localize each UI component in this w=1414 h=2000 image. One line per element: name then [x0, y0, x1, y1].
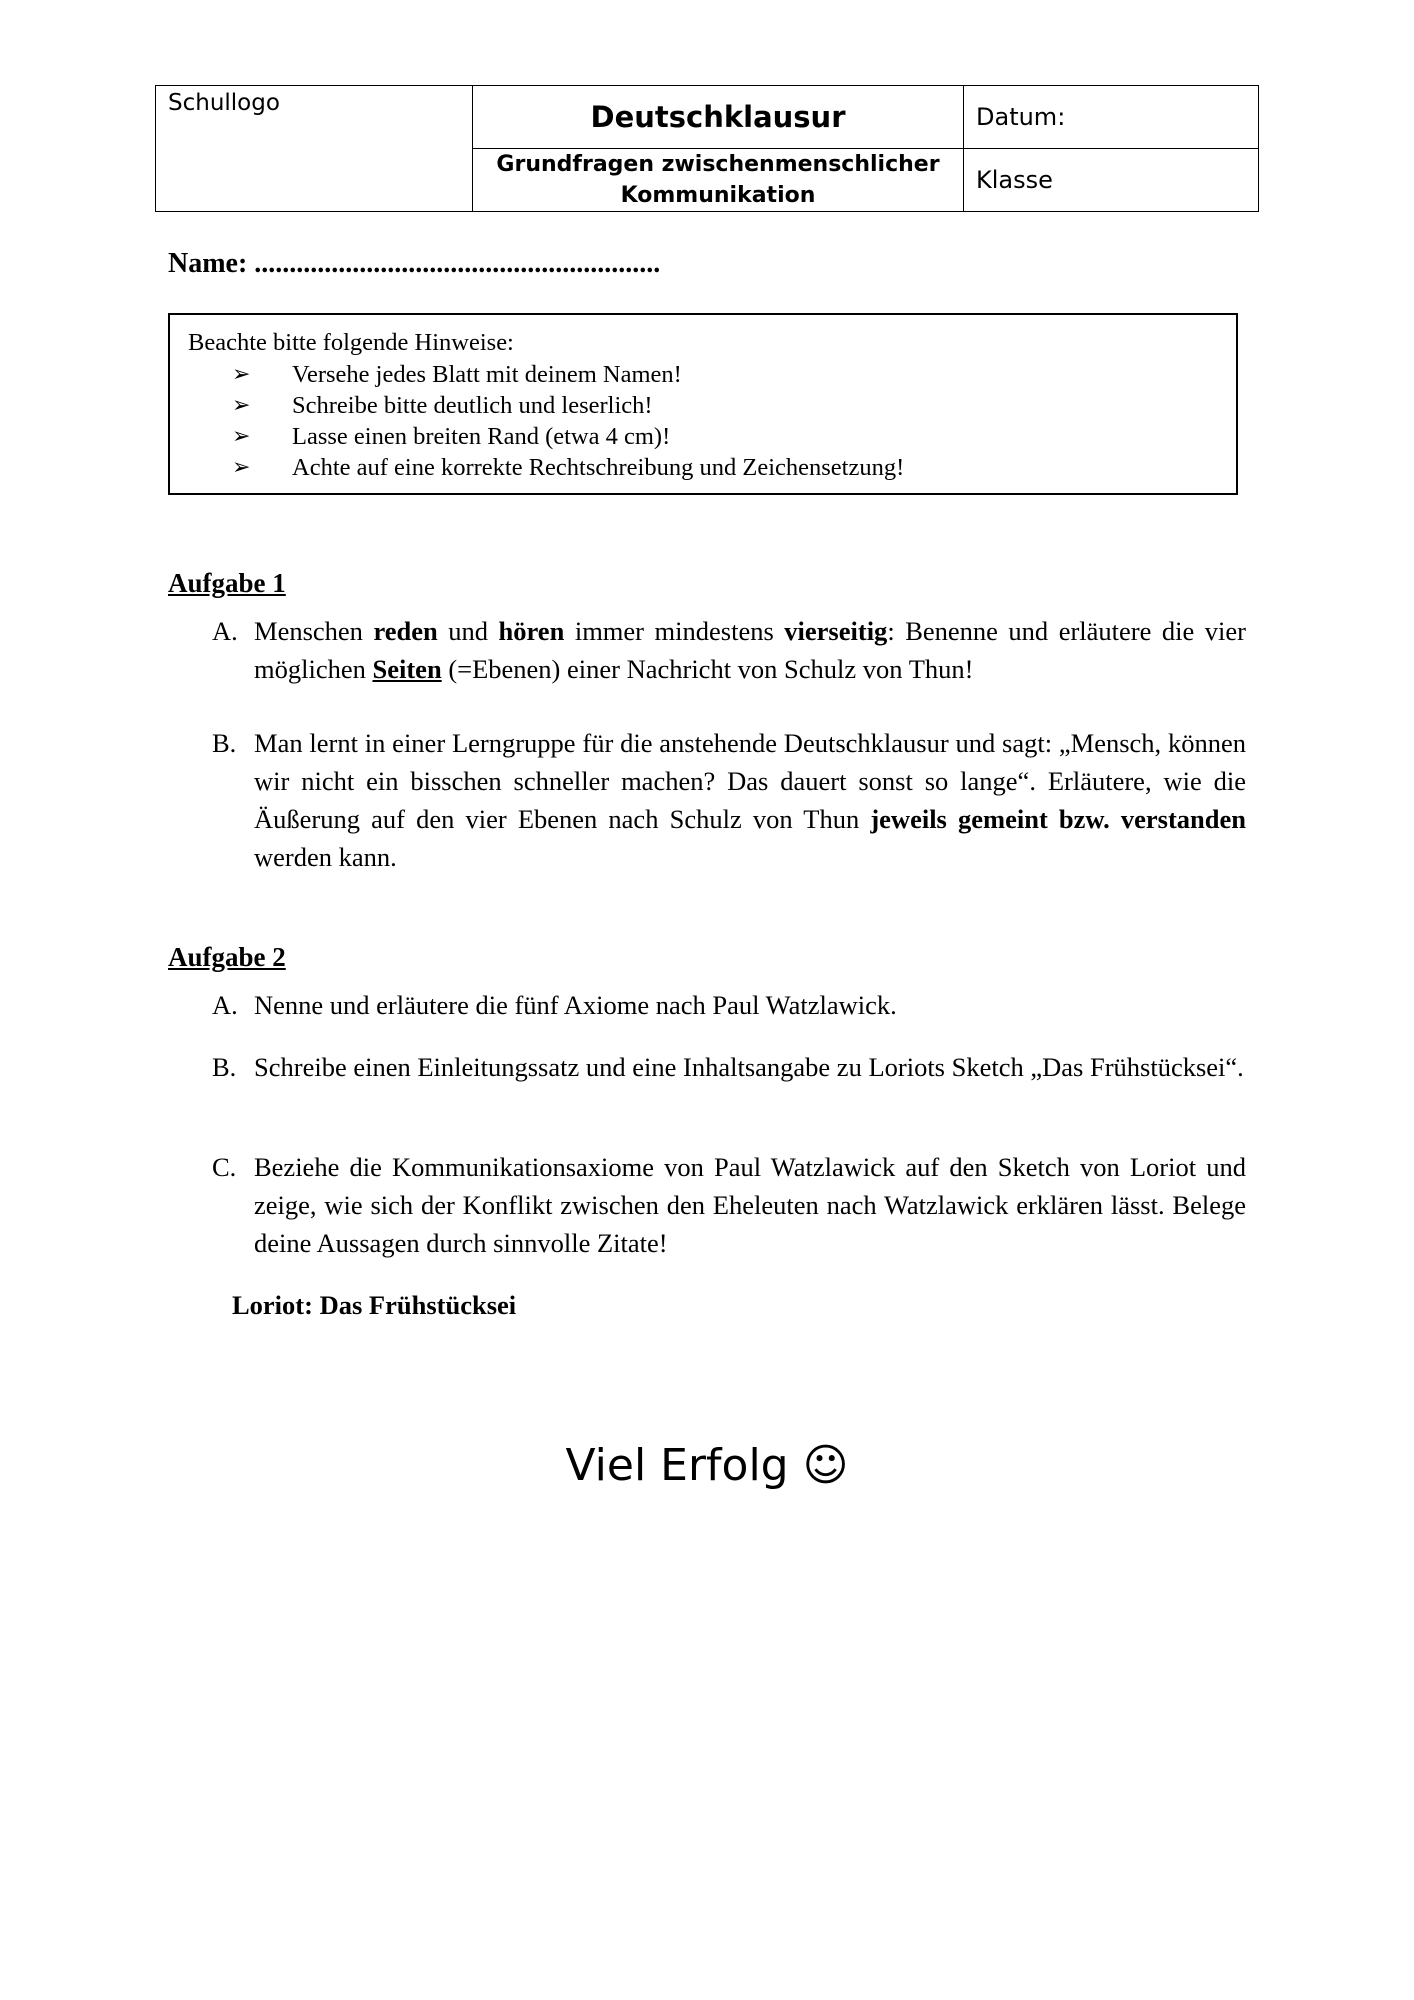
date-label: Datum:: [964, 86, 1259, 149]
arrow-bullet-icon: ➢: [232, 455, 251, 480]
task2-c: [212, 1148, 1246, 1262]
task-text: Schreibe einen Einleitungssatz und eine Inhaltsangabe zu Loriots Sketch „Das Frühstücksei“.: [254, 1052, 1244, 1082]
closing-message: Viel Erfolg ☺: [565, 1440, 849, 1491]
list-item: ➢ Schreibe bitte deutlich und leserlich!: [232, 392, 653, 419]
task1-heading: Aufgabe 1: [168, 568, 286, 598]
task-text: Nenne und erläutere die fünf Axiome nach Paul Watzlawick.: [254, 990, 897, 1020]
task1-b: [212, 724, 1246, 876]
list-item: ➢ Achte auf eine korrekte Rechtschreibung und Zeichensetzung!: [232, 454, 905, 481]
task-text: Beziehe die Kommunikationsaxiome von Paul Watzlawick auf den Sketch von Loriot und zeige, wie sich der Konflikt zwischen den Eheleuten nach Watzlawick erklären lässt. Belege deine Aussagen durch sinnvolle Zitate!: [254, 1152, 1246, 1258]
task-letter: A.: [212, 990, 238, 1020]
list-item: ➢ Versehe jedes Blatt mit deinem Namen!: [232, 361, 682, 388]
notes-intro: Beachte bitte folgende Hinweise:: [188, 329, 514, 356]
header-table: [155, 85, 1259, 212]
arrow-bullet-icon: ➢: [232, 393, 251, 418]
task2-a: [212, 986, 1246, 1024]
list-item: ➢ Lasse einen breiten Rand (etwa 4 cm)!: [232, 423, 671, 450]
task1-a: [212, 612, 1246, 688]
arrow-bullet-icon: ➢: [232, 424, 251, 449]
exam-subtitle: Grundfragen zwischenmenschlicher Kommunikation: [473, 149, 964, 212]
notes-box: [168, 313, 1238, 495]
task-letter: A.: [212, 616, 238, 646]
name-field: Name: ..........................................................: [168, 248, 661, 279]
task-letter: B.: [212, 728, 237, 758]
task2-heading: Aufgabe 2: [168, 942, 286, 972]
school-logo-placeholder: Schullogo: [156, 86, 473, 212]
task-text: Man lernt in einer Lerngruppe für die anstehende Deutschklausur und sagt: „Mensch, können wir nicht ein bisschen schneller machen? Das dauert sonst so lange“. Erläutere, wie die Äußerung auf den vier Ebenen nach Schulz von Thun jeweils gemeint bzw. verstanden werden kann.: [254, 728, 1246, 872]
sketch-title: Loriot: Das Frühstücksei: [232, 1290, 517, 1320]
task-text: Menschen reden und hören immer mindestens vierseitig: Benenne und erläutere die vier möglichen Seiten (=Ebenen) einer Nachricht von Schulz von Thun!: [254, 616, 1246, 684]
task-letter: C.: [212, 1152, 237, 1182]
arrow-bullet-icon: ➢: [232, 362, 251, 387]
exam-title: Deutschklausur: [473, 86, 964, 149]
class-label: Klasse: [964, 149, 1259, 212]
task2-b: [212, 1048, 1246, 1086]
task-letter: B.: [212, 1052, 237, 1082]
notes-list: [188, 359, 1218, 483]
